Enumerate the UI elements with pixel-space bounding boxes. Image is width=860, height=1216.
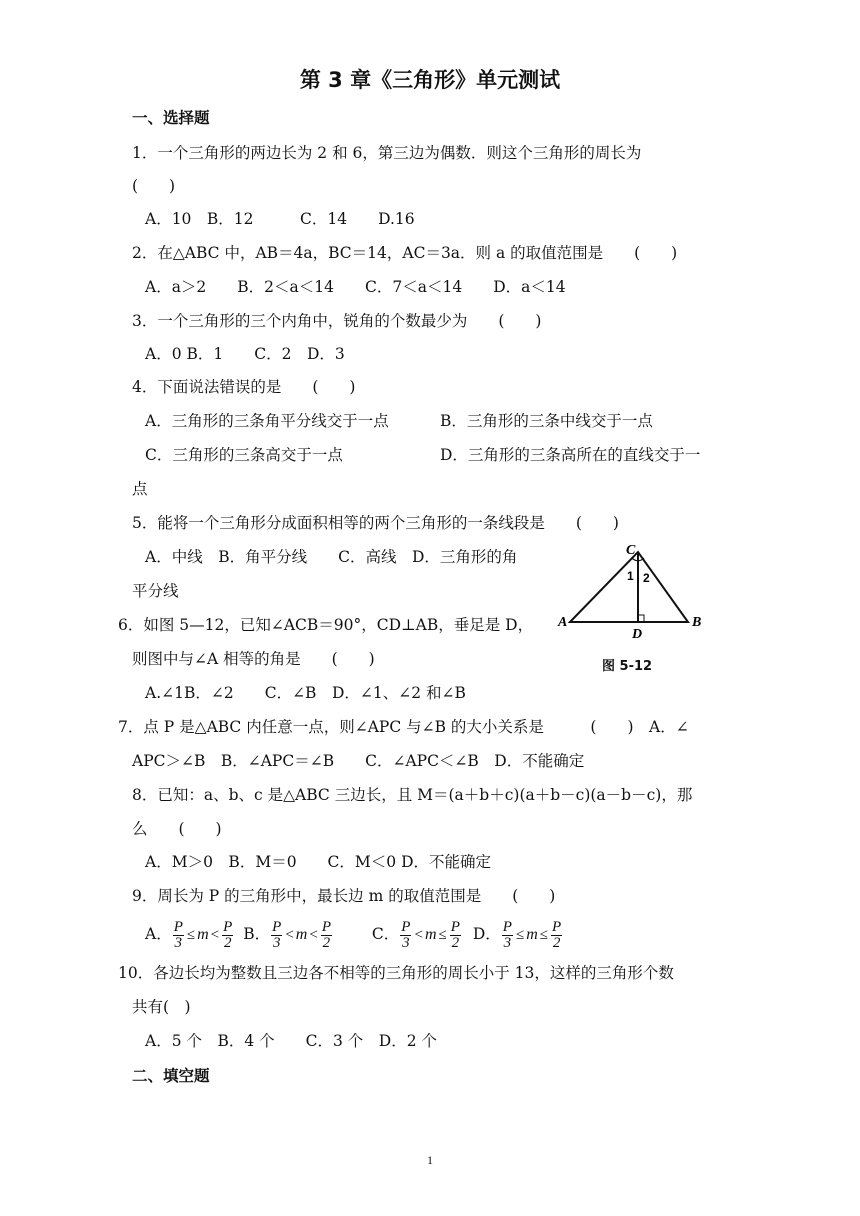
q9-option-c-label: C． [371, 925, 400, 943]
triangle-abc [570, 552, 688, 622]
question-4-option-c: C．三角形的三条高交于一点 [145, 446, 343, 464]
label-angle-2: 2 [643, 571, 650, 585]
q9-option-a-label: A． [145, 925, 172, 943]
question-5-text: 5．能将一个三角形分成面积相等的两个三角形的一条线段是 ( ) [132, 514, 619, 532]
question-6-text-2: 则图中与∠A 相等的角是 ( ) [132, 650, 375, 668]
question-4-option-a: A．三角形的三条角平分线交于一点 [145, 412, 389, 430]
question-10-text-2: 共有( ) [132, 998, 191, 1016]
question-9-text: 9．周长为 P 的三角形中，最长边 m 的取值范围是 ( ) [132, 887, 556, 905]
figure-caption: 图 5-12 [602, 659, 653, 674]
question-1-text: 1．一个三角形的两边长为 2 和 6，第三边为偶数．则这个三角形的周长为 [132, 144, 642, 162]
page-title: 第 3 章《三角形》单元测试 [299, 68, 561, 92]
q9-d-frac-lo: $\frac{P}{3}$ [502, 918, 512, 951]
q9-a-frac-hi: $\frac{P}{2}$ [223, 918, 233, 951]
question-4-text: 4．下面说法错误的是 ( ) [132, 378, 356, 396]
question-8-text: 8．已知：a、b、c 是△ABC 三边长，且 M＝(a＋b＋c)(a＋b－c)(a－b－c)，那 [132, 786, 693, 804]
question-3-options: A．0 B．1 C．2 D．3 [145, 345, 345, 363]
question-8-text-2: 么 ( ) [132, 820, 222, 838]
question-6-options: A.∠1B．∠2 C．∠B D．∠1、∠2 和∠B [145, 684, 466, 702]
label-d: D [632, 627, 643, 642]
question-4-option-d-cont: 点 [132, 480, 148, 498]
page-number: 1 [427, 1153, 433, 1167]
question-5-options-cont: 平分线 [132, 582, 179, 600]
q9-c-frac-hi: $\frac{P}{2}$ [450, 918, 460, 951]
label-angle-1: 1 [627, 569, 634, 583]
question-6-text: 6．如图 5—12，已知∠ACB＝90°，CD⊥AB，垂足是 D， [118, 616, 534, 634]
q9-b-frac-lo: $\frac{P}{3}$ [272, 918, 282, 951]
label-b: B [692, 615, 702, 630]
label-c: C [626, 543, 636, 558]
question-1-options: A．10 B．12 C．14 D.16 [145, 210, 415, 228]
q9-c-frac-lo: $\frac{P}{3}$ [401, 918, 411, 951]
question-8-options: A．M＞0 B．M＝0 C．M＜0 D．不能确定 [145, 853, 491, 871]
section-heading-choice: 一、选择题 [132, 109, 210, 127]
question-2-options: A．a＞2 B．2＜a＜14 C．7＜a＜14 D．a＜14 [145, 278, 566, 296]
question-1-bracket: ( ) [132, 177, 176, 195]
question-10-options: A．5 个 B．4 个 C．3 个 D．2 个 [145, 1032, 438, 1050]
label-a: A [558, 615, 568, 630]
question-5-options: A．中线 B．角平分线 C．高线 D．三角形的角 [145, 548, 518, 566]
question-3-text: 3．一个三角形的三个内角中，锐角的个数最少为 ( ) [132, 312, 542, 330]
question-7-options: APC＞∠B B．∠APC＝∠B C．∠APC＜∠B D．不能确定 [132, 752, 585, 770]
q9-d-frac-hi: $\frac{P}{2}$ [551, 918, 562, 951]
q9-a-frac-lo: $\frac{P}{3}$ [173, 918, 183, 951]
question-10-text: 10．各边长均为整数且三边各不相等的三角形的周长小于 13，这样的三角形个数 [118, 964, 674, 982]
q9-option-b-label: B． [243, 925, 271, 943]
q9-b-frac-hi: $\frac{P}{2}$ [321, 918, 331, 951]
question-7-text: 7．点 P 是△ABC 内任意一点，则∠APC 与∠B 的大小关系是 ( ) A．∠ [118, 718, 689, 736]
question-4-option-d: D．三角形的三条高所在的直线交于一 [440, 446, 701, 464]
section-heading-fill: 二、填空题 [132, 1067, 210, 1085]
question-4-option-b: B．三角形的三条中线交于一点 [440, 412, 653, 430]
q9-option-d-label: D． [472, 925, 501, 943]
question-2-text: 2．在△ABC 中，AB＝4a，BC＝14，AC＝3a．则 a 的取值范围是 ( ) [132, 244, 678, 262]
question-9-options: A． $\frac{P}{3}$ ≤ m < $\frac{P}{2}$ B． $\frac{P}{3}$ < m < $\frac{P}{2}$ C． $\frac{P}{3}$ < m ≤ $\frac{P}{2}$ D． $\frac{P}{3}$ ≤ m ≤ $\frac{P}{2}$ [145, 918, 562, 951]
